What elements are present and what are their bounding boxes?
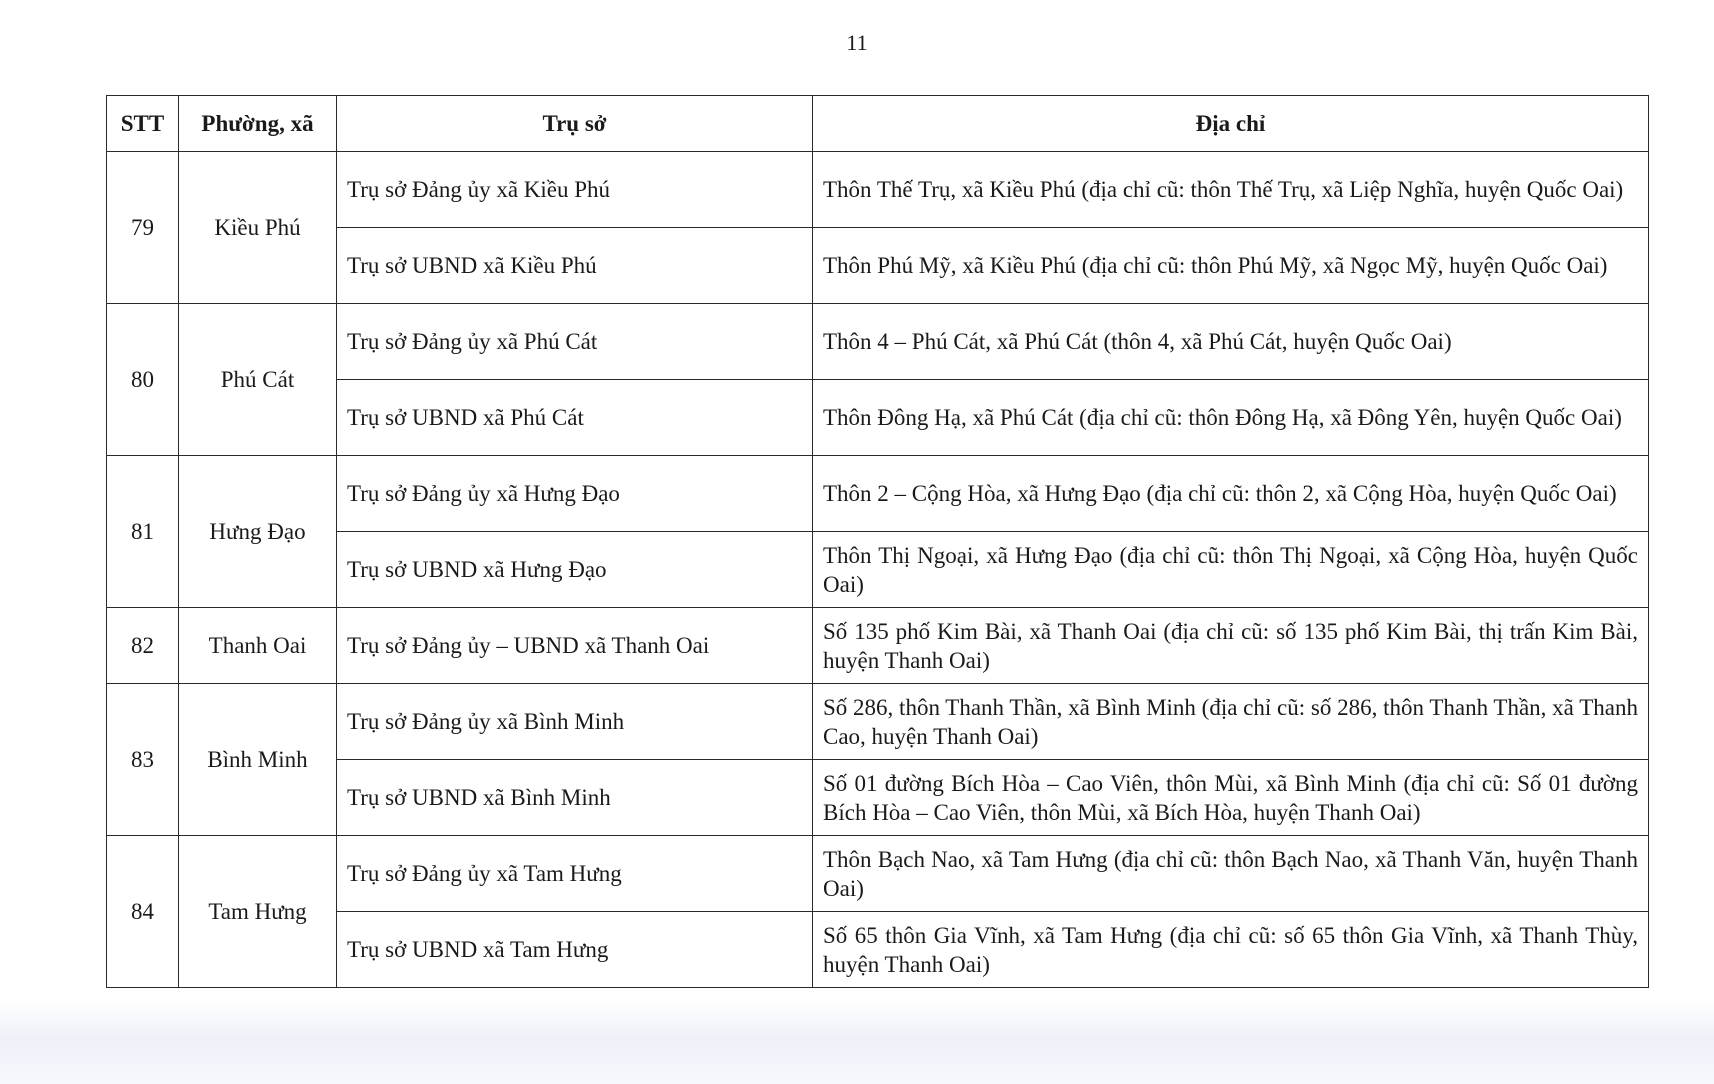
table-row xyxy=(107,684,1649,760)
table-row xyxy=(107,532,1649,608)
cell-stt: 83 xyxy=(107,684,179,836)
cell-address: Thôn Thế Trụ, xã Kiều Phú (địa chỉ cũ: thôn Thế Trụ, xã Liệp Nghĩa, huyện Quốc Oai) xyxy=(813,152,1649,228)
table-row xyxy=(107,380,1649,456)
page-number: 11 xyxy=(846,30,868,55)
table-row xyxy=(107,608,1649,684)
table-row xyxy=(107,152,1649,228)
cell-office: Trụ sở Đảng ủy xã Hưng Đạo xyxy=(337,456,813,532)
table-row xyxy=(107,228,1649,304)
cell-address: Thôn Phú Mỹ, xã Kiều Phú (địa chỉ cũ: thôn Phú Mỹ, xã Ngọc Mỹ, huyện Quốc Oai) xyxy=(813,228,1649,304)
cell-office: Trụ sở Đảng ủy xã Kiều Phú xyxy=(337,152,813,228)
table-row xyxy=(107,456,1649,532)
table-row xyxy=(107,304,1649,380)
cell-address: Thôn Đông Hạ, xã Phú Cát (địa chỉ cũ: thôn Đông Hạ, xã Đông Yên, huyện Quốc Oai) xyxy=(813,380,1649,456)
table-row xyxy=(107,760,1649,836)
cell-office: Trụ sở UBND xã Tam Hưng xyxy=(337,912,813,988)
cell-address: Thôn 2 – Cộng Hòa, xã Hưng Đạo (địa chỉ cũ: thôn 2, xã Cộng Hòa, huyện Quốc Oai) xyxy=(813,456,1649,532)
header-address: Địa chỉ xyxy=(813,96,1649,152)
cell-office: Trụ sở UBND xã Phú Cát xyxy=(337,380,813,456)
cell-stt: 84 xyxy=(107,836,179,988)
cell-office: Trụ sở Đảng ủy xã Bình Minh xyxy=(337,684,813,760)
cell-office: Trụ sở Đảng ủy xã Tam Hưng xyxy=(337,836,813,912)
cell-address: Số 135 phố Kim Bài, xã Thanh Oai (địa chỉ cũ: số 135 phố Kim Bài, thị trấn Kim Bài, huyện Thanh Oai) xyxy=(813,608,1649,684)
cell-office: Trụ sở Đảng ủy – UBND xã Thanh Oai xyxy=(337,608,813,684)
cell-address: Số 286, thôn Thanh Thần, xã Bình Minh (địa chỉ cũ: số 286, thôn Thanh Thần, xã Thanh Cao, huyện Thanh Oai) xyxy=(813,684,1649,760)
cell-ward: Tam Hưng xyxy=(179,836,337,988)
scan-shadow xyxy=(0,1000,1714,1084)
cell-office: Trụ sở Đảng ủy xã Phú Cát xyxy=(337,304,813,380)
cell-ward: Phú Cát xyxy=(179,304,337,456)
cell-ward: Bình Minh xyxy=(179,684,337,836)
cell-stt: 82 xyxy=(107,608,179,684)
table-row xyxy=(107,912,1649,988)
header-stt: STT xyxy=(107,96,179,152)
cell-address: Số 65 thôn Gia Vĩnh, xã Tam Hưng (địa chỉ cũ: số 65 thôn Gia Vĩnh, xã Thanh Thùy, huyện Thanh Oai) xyxy=(813,912,1649,988)
table-header-row xyxy=(107,96,1649,152)
cell-address: Thôn 4 – Phú Cát, xã Phú Cát (thôn 4, xã Phú Cát, huyện Quốc Oai) xyxy=(813,304,1649,380)
cell-office: Trụ sở UBND xã Hưng Đạo xyxy=(337,532,813,608)
table-row xyxy=(107,836,1649,912)
cell-stt: 79 xyxy=(107,152,179,304)
cell-stt: 80 xyxy=(107,304,179,456)
header-ward: Phường, xã xyxy=(179,96,337,152)
cell-address: Số 01 đường Bích Hòa – Cao Viên, thôn Mùi, xã Bình Minh (địa chỉ cũ: Số 01 đường Bích Hòa – Cao Viên, thôn Mùi, xã Bích Hòa, huyện Thanh Oai) xyxy=(813,760,1649,836)
cell-ward: Thanh Oai xyxy=(179,608,337,684)
cell-ward: Hưng Đạo xyxy=(179,456,337,608)
cell-address: Thôn Bạch Nao, xã Tam Hưng (địa chỉ cũ: thôn Bạch Nao, xã Thanh Văn, huyện Thanh Oai) xyxy=(813,836,1649,912)
office-address-table xyxy=(106,95,1649,988)
cell-address: Thôn Thị Ngoại, xã Hưng Đạo (địa chỉ cũ: thôn Thị Ngoại, xã Cộng Hòa, huyện Quốc Oai) xyxy=(813,532,1649,608)
cell-office: Trụ sở UBND xã Kiều Phú xyxy=(337,228,813,304)
header-office: Trụ sở xyxy=(337,96,813,152)
cell-stt: 81 xyxy=(107,456,179,608)
cell-office: Trụ sở UBND xã Bình Minh xyxy=(337,760,813,836)
cell-ward: Kiều Phú xyxy=(179,152,337,304)
